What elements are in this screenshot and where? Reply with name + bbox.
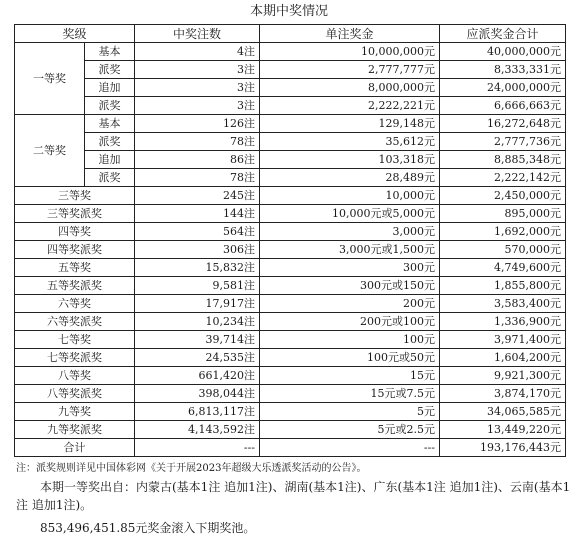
prize-total: 3,874,170元: [440, 385, 566, 403]
prize-total: 8,333,331元: [440, 61, 566, 79]
prize-level: 五等奖派奖: [15, 277, 135, 295]
total-row: [15, 439, 566, 457]
prize-total: 3,971,400元: [440, 331, 566, 349]
winner-count: 86注: [135, 151, 260, 169]
prize-per-bet: 100元: [260, 331, 440, 349]
winner-count: 3注: [135, 79, 260, 97]
winner-count: 3注: [135, 97, 260, 115]
winner-count: 10,234注: [135, 313, 260, 331]
prize-total: 9,921,300元: [440, 367, 566, 385]
prize-per-bet: 35,612元: [260, 133, 440, 151]
prize-per-bet: 3,000元或1,500元: [260, 241, 440, 259]
winner-count: 661,420注: [135, 367, 260, 385]
prize-total: 1,336,900元: [440, 313, 566, 331]
prize-total: 570,000元: [440, 241, 566, 259]
prize-per-bet: 2,777,777元: [260, 61, 440, 79]
table-row: [15, 223, 566, 241]
prize-level: 三等奖派奖: [15, 205, 135, 223]
prize-total: 2,777,736元: [440, 133, 566, 151]
winner-count: 4注: [135, 43, 260, 61]
prize-total: 895,000元: [440, 205, 566, 223]
prize-total: 34,065,585元: [440, 403, 566, 421]
prize-total: 6,666,663元: [440, 97, 566, 115]
prize-total: 4,749,600元: [440, 259, 566, 277]
prize-per-bet: 200元: [260, 295, 440, 313]
prize-per-bet: 5元或2.5元: [260, 421, 440, 439]
table-row: [15, 133, 566, 151]
grand-total: 193,176,443元: [440, 439, 566, 457]
prize-sublevel: 追加: [85, 79, 135, 97]
prize-sublevel: 追加: [85, 151, 135, 169]
table-row: [15, 151, 566, 169]
prize-total: 1,692,000元: [440, 223, 566, 241]
winner-count: 9,581注: [135, 277, 260, 295]
winners-origin-text: 本期一等奖出自：内蒙古(基本1注 追加1注)、湖南(基本1注)、广东(基本1注 追加1注)、云南(基本1注 追加1注)。: [16, 480, 571, 512]
prize-level: 四等奖: [15, 223, 135, 241]
prize-sublevel: 基本: [85, 43, 135, 61]
table-row: [15, 367, 566, 385]
prize-per-bet: 103,318元: [260, 151, 440, 169]
prize-sublevel: 派奖: [85, 97, 135, 115]
winner-count: 126注: [135, 115, 260, 133]
prize-level-group: 二等奖: [15, 115, 85, 187]
table-row: [15, 97, 566, 115]
jackpot-rollover-text: 853,496,451.85元奖金滚入下期奖池。: [40, 521, 256, 535]
prize-sublevel: 派奖: [85, 61, 135, 79]
winner-count: 3注: [135, 61, 260, 79]
prize-total: 3,583,400元: [440, 295, 566, 313]
prize-level: 九等奖派奖: [15, 421, 135, 439]
table-row: [15, 79, 566, 97]
table-row: [15, 61, 566, 79]
winner-count: 24,535注: [135, 349, 260, 367]
page-title: 本期中奖情况: [249, 4, 328, 19]
winner-count: 39,714注: [135, 331, 260, 349]
prize-total: 1,604,200元: [440, 349, 566, 367]
winner-count: 144注: [135, 205, 260, 223]
prize-per-bet: 10,000元或5,000元: [260, 205, 440, 223]
prize-level: 六等奖: [15, 295, 135, 313]
table-row: [15, 169, 566, 187]
total-label: 合计: [15, 439, 135, 457]
table-row: [15, 43, 566, 61]
winner-count: 4,143,592注: [135, 421, 260, 439]
prize-level: 八等奖派奖: [15, 385, 135, 403]
prize-level: 七等奖派奖: [15, 349, 135, 367]
prize-level: 五等奖: [15, 259, 135, 277]
prize-sublevel: 基本: [85, 115, 135, 133]
table-row: [15, 277, 566, 295]
prize-total: 8,885,348元: [440, 151, 566, 169]
winner-count: 398,044注: [135, 385, 260, 403]
winner-count: 15,832注: [135, 259, 260, 277]
table-row: [15, 403, 566, 421]
prize-level: 九等奖: [15, 403, 135, 421]
table-row: [15, 115, 566, 133]
prize-per-bet: 2,222,221元: [260, 97, 440, 115]
prize-level: 三等奖: [15, 187, 135, 205]
table-row: [15, 241, 566, 259]
prize-per-bet: 28,489元: [260, 169, 440, 187]
prize-total: 1,855,800元: [440, 277, 566, 295]
prize-per-bet: 129,148元: [260, 115, 440, 133]
prize-total: 24,000,000元: [440, 79, 566, 97]
prize-per-bet: 300元或150元: [260, 277, 440, 295]
table-row: [15, 295, 566, 313]
table-row: [15, 385, 566, 403]
prize-per-bet: 200元或100元: [260, 313, 440, 331]
prize-total: 40,000,000元: [440, 43, 566, 61]
prize-per-bet: 10,000,000元: [260, 43, 440, 61]
table-row: [15, 187, 566, 205]
table-row: [15, 313, 566, 331]
header-level: 奖级: [15, 25, 135, 43]
footnote: 注：派奖规则详见中国体彩网《关于开展2023年超级大乐透派奖活动的公告》。: [16, 463, 367, 474]
prize-sublevel: 派奖: [85, 133, 135, 151]
prize-total: 13,449,220元: [440, 421, 566, 439]
prize-level: 七等奖: [15, 331, 135, 349]
winner-count: 78注: [135, 169, 260, 187]
prize-sublevel: 派奖: [85, 169, 135, 187]
table-header-row: [15, 25, 566, 43]
prize-table: [14, 24, 566, 457]
prize-per-bet: 15元: [260, 367, 440, 385]
prize-total: 16,272,648元: [440, 115, 566, 133]
prize-per-bet: 300元: [260, 259, 440, 277]
prize-level: 四等奖派奖: [15, 241, 135, 259]
table-row: [15, 349, 566, 367]
table-row: [15, 205, 566, 223]
prize-total: 2,450,000元: [440, 187, 566, 205]
prize-per-bet: 10,000元: [260, 187, 440, 205]
winner-count: 17,917注: [135, 295, 260, 313]
prize-per-bet: 8,000,000元: [260, 79, 440, 97]
table-row: [15, 259, 566, 277]
prize-per-bet: 100元或50元: [260, 349, 440, 367]
prize-per-bet: 5元: [260, 403, 440, 421]
winner-count: 78注: [135, 133, 260, 151]
total-count: ---: [135, 439, 260, 457]
table-row: [15, 331, 566, 349]
header-count: 中奖注数: [135, 25, 260, 43]
header-total: 应派奖金合计: [440, 25, 566, 43]
winner-count: 306注: [135, 241, 260, 259]
prize-level: 八等奖: [15, 367, 135, 385]
table-body: [15, 43, 566, 457]
prize-per-bet: 15元或7.5元: [260, 385, 440, 403]
total-prize-per-bet: ---: [260, 439, 440, 457]
winner-count: 245注: [135, 187, 260, 205]
winner-count: 564注: [135, 223, 260, 241]
winner-count: 6,813,117注: [135, 403, 260, 421]
prize-total: 2,222,142元: [440, 169, 566, 187]
prize-level-group: 一等奖: [15, 43, 85, 115]
prize-level: 六等奖派奖: [15, 313, 135, 331]
header-prize: 单注奖金: [260, 25, 440, 43]
table-row: [15, 421, 566, 439]
prize-per-bet: 3,000元: [260, 223, 440, 241]
